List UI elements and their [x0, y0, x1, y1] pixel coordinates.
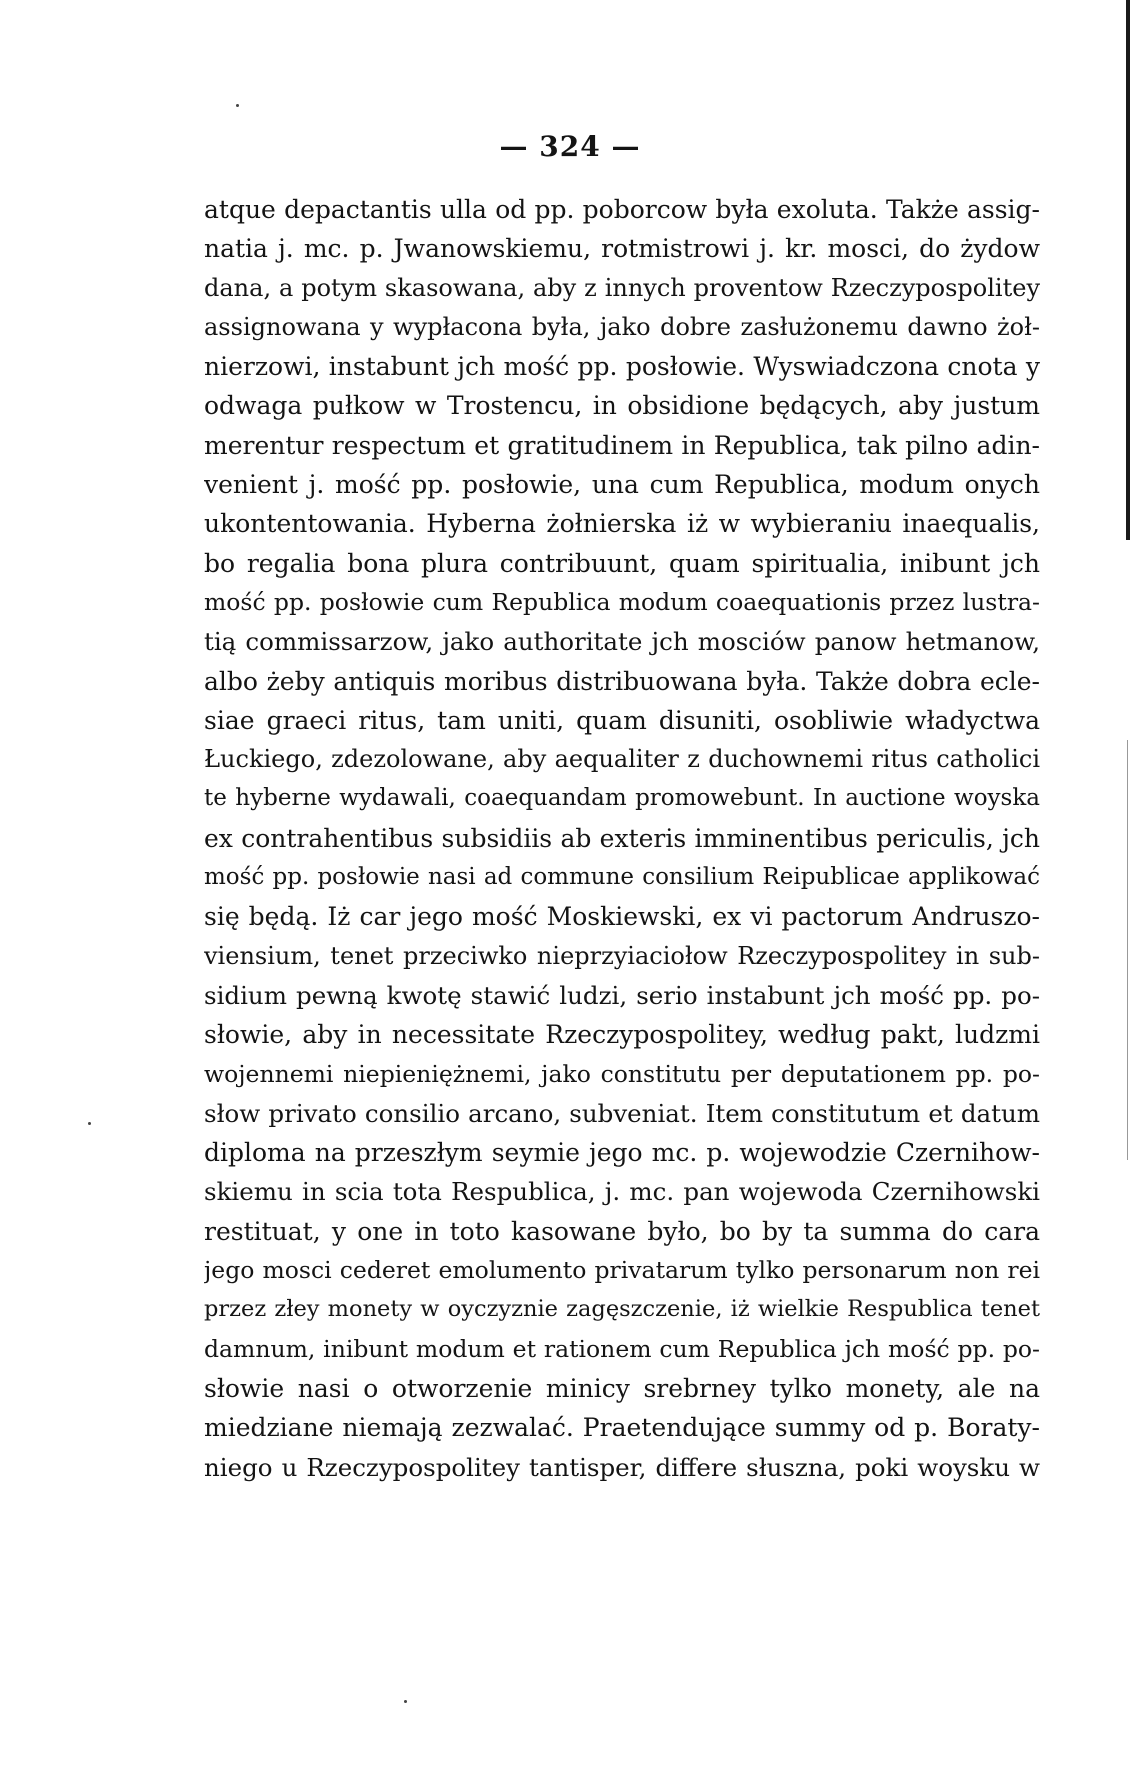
text-line: sidium pewną kwotę stawić ludzi, serio instabunt jch mość pp. po-	[204, 980, 1040, 1010]
text-line: miedziane niemają zezwalać. Praetendujące summy od p. Boraty-	[204, 1413, 1040, 1443]
text-line: nierzowi, instabunt jch mość pp. posłowie. Wyswiadczona cnota y	[204, 352, 1040, 382]
text-line: dana, a potym skasowana, aby z innych proventow Rzeczypospolitey	[204, 273, 1040, 302]
body-text	[204, 190, 1040, 1487]
scan-edge-line	[1126, 0, 1130, 540]
text-line: słow privato consilio arcano, subveniat. Item constitutum et datum	[204, 1098, 1040, 1128]
text-line: viensium, tenet przeciwko nieprzyiaciołow Rzeczypospolitey in sub-	[204, 941, 1040, 970]
text-line: Łuckiego, zdezolowane, aby aequaliter z duchownemi ritus catholici	[204, 745, 1040, 774]
text-line: skiemu in scia tota Respublica, j. mc. pan wojewoda Czernihowski	[204, 1177, 1040, 1207]
text-line: damnum, inibunt modum et rationem cum Republica jch mość pp. po-	[204, 1334, 1040, 1363]
text-line: te hyberne wydawali, coaequandam promowebunt. In auctione woyska	[204, 785, 1040, 812]
text-line: mość pp. posłowie nasi ad commune consilium Reipublicae applikować	[204, 864, 1040, 891]
text-line: słowie, aby in necessitate Rzeczypospolitey, według pakt, ludzmi	[204, 1020, 1040, 1050]
text-line: odwaga pułkow w Trostencu, in obsidione będących, aby justum	[204, 391, 1040, 421]
text-line: natia j. mc. p. Jwanowskiemu, rotmistrowi j. kr. mosci, do żydow	[204, 234, 1040, 264]
text-line: merentur respectum et gratitudinem in Republica, tak pilno adin-	[204, 430, 1040, 460]
text-line: tią commissarzow, jako authoritate jch mosciów panow hetmanow,	[204, 627, 1040, 657]
text-line: diploma na przeszłym seymie jego mc. p. wojewodzie Czernihow-	[204, 1138, 1040, 1168]
scan-edge-line-lower	[1127, 740, 1128, 1160]
scan-speck	[404, 1700, 407, 1703]
text-line: assignowana y wypłacona była, jako dobre zasłużonemu dawno żoł-	[204, 312, 1040, 341]
text-line: niego u Rzeczypospolitey tantisper, differe słuszna, poki woysku w	[204, 1452, 1040, 1482]
text-line: jego mosci cederet emolumento privatarum tylko personarum non rei	[204, 1256, 1040, 1285]
scan-speck	[236, 104, 239, 107]
text-line: albo żeby antiquis moribus distribuowana była. Także dobra ecle-	[204, 666, 1040, 696]
text-line: ukontentowania. Hyberna żołnierska iż w wybieraniu inaequalis,	[204, 509, 1040, 539]
text-line: ex contrahentibus subsidiis ab exteris imminentibus periculis, jch	[204, 823, 1040, 853]
text-line: się będą. Iż car jego mość Moskiewski, ex vi pactorum Andruszo-	[204, 902, 1040, 932]
text-line: restituat, y one in toto kasowane było, bo by ta summa do cara	[204, 1216, 1040, 1246]
text-line: atque depactantis ulla od pp. poborcow była exoluta. Także assig-	[204, 195, 1040, 224]
page-number: — 324 —	[499, 130, 641, 163]
text-line: venient j. mość pp. posłowie, una cum Republica, modum onych	[204, 470, 1040, 500]
scan-speck	[88, 1122, 91, 1125]
text-line: bo regalia bona plura contribuunt, quam spiritualia, inibunt jch	[204, 548, 1040, 578]
text-line: przez złey monety w oyczyznie zagęszczenie, iż wielkie Respublica tenet	[204, 1296, 1040, 1323]
text-line: słowie nasi o otworzenie minicy srebrney tylko monety, ale na	[204, 1373, 1040, 1403]
text-line: wojennemi niepieniężnemi, jako constitutu per deputationem pp. po-	[204, 1059, 1040, 1088]
text-line: siae graeci ritus, tam uniti, quam disuniti, osobliwie władyctwa	[204, 705, 1040, 735]
text-line: mość pp. posłowie cum Republica modum coaequationis przez lustra-	[204, 587, 1040, 616]
